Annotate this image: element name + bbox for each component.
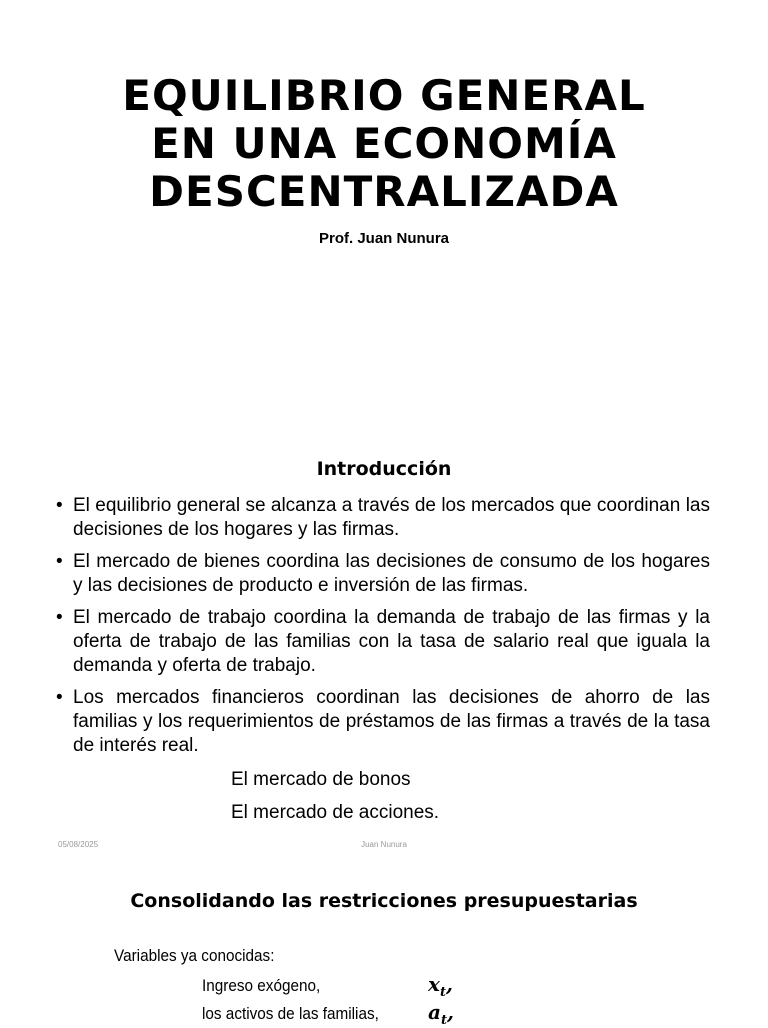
variable-label: Ingreso exógeno,: [202, 976, 321, 995]
bullet-marker: •: [56, 687, 63, 708]
bullet-item: [56, 494, 710, 542]
market-subline: El mercado de acciones.: [231, 802, 440, 823]
footer-date: 05/08/2025: [58, 840, 99, 849]
intro-slide: [0, 430, 768, 860]
market-subline: El mercado de bonos: [231, 769, 411, 790]
bullet-item: [56, 686, 710, 758]
slide-title: [40, 72, 728, 216]
variable-label: los activos de las familias,: [202, 1004, 379, 1023]
symbol-suffix: ,: [446, 1000, 454, 1024]
title-line: EN UNA ECONOMÍA: [151, 119, 617, 168]
bullet-text: El equilibrio general se alcanza a través de los mercados que coordinan las decisiones de los hogares y las firmas.: [73, 495, 710, 540]
bullet-item: [56, 606, 710, 678]
bullet-text: Los mercados financieros coordinan las decisiones de ahorro de las familias y los requerimientos de préstamos de las firmas a través de la tasa de interés real.: [73, 687, 710, 756]
symbol-subscript: t: [439, 985, 446, 1000]
bullet-text: El mercado de bienes coordina las decisiones de consumo de los hogares y las decisiones de producto e inversión de las firmas.: [73, 551, 710, 596]
budget-slide: [0, 860, 768, 1028]
bullet-marker: •: [56, 495, 63, 516]
slide-heading: Consolidando las restricciones presupuestarias: [130, 890, 638, 912]
slide-heading: Introducción: [316, 458, 452, 480]
bullet-list: [56, 494, 710, 766]
bullet-text: El mercado de trabajo coordina la demanda de trabajo de las firmas y la oferta de trabajo de las familias con la tasa de salario real que iguala la demanda y oferta de trabajo.: [73, 607, 710, 676]
symbol-subscript: t: [440, 1013, 447, 1028]
footer-author: Juan Nunura: [361, 840, 407, 849]
bullet-marker: •: [56, 551, 63, 572]
symbol-suffix: ,: [445, 972, 453, 996]
variable-symbol: [428, 972, 453, 1000]
title-line: DESCENTRALIZADA: [149, 167, 619, 216]
title-slide: [0, 0, 768, 430]
bullet-marker: •: [56, 607, 63, 628]
title-line: EQUILIBRIO GENERAL: [122, 71, 646, 120]
variables-label: Variables ya conocidas:: [114, 946, 275, 965]
symbol-base: x: [428, 972, 440, 996]
bullet-item: [56, 550, 710, 598]
slide-subtitle: Prof. Juan Nunura: [318, 230, 449, 247]
symbol-base: a: [428, 1000, 441, 1024]
